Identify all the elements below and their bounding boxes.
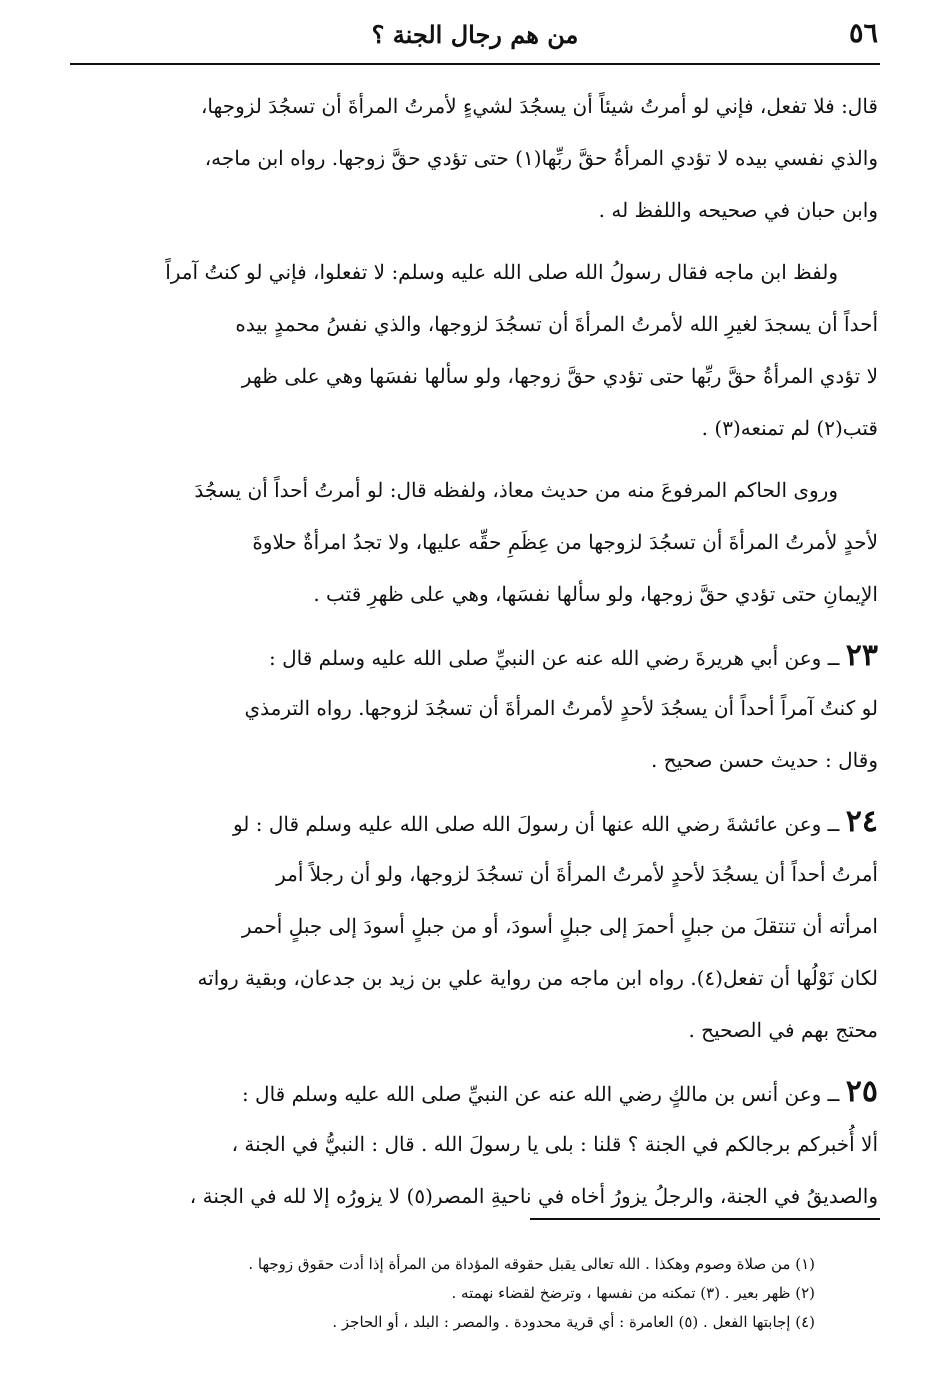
text-line: قال: فلا تفعل، فإني لو أمرتُ شيئاً أن يسجُدَ لشيءٍ لأمرتُ المرأةَ أن تسجُدَ لزوجها، bbox=[200, 94, 878, 118]
page-number: ٥٦ bbox=[848, 18, 878, 49]
text-segment: ــ وعن عائشةَ رضي الله عنها أن رسولَ الله صلى الله عليه وسلم قال : لو bbox=[232, 812, 840, 836]
text-line: امرأته أن تنتقلَ من جبلٍ أحمرَ إلى جبلٍ أسودَ، أو من جبلٍ أسودَ إلى جبلٍ أحمر bbox=[241, 914, 878, 938]
text-line: قتب(٢) لم تمنعه(٣) . bbox=[701, 416, 878, 440]
text-line bbox=[72, 630, 878, 682]
text-line bbox=[72, 1066, 878, 1118]
hadith-number: ٢٤ bbox=[845, 804, 878, 839]
text-line: لكان نَوْلُها أن تفعل(٤). رواه ابن ماجه من رواية علي بن زيد بن جدعان، وبقية رواته bbox=[197, 966, 878, 990]
paragraph-2 bbox=[72, 246, 878, 454]
text-line: أمرتُ أحداً أن يسجُدَ لأحدٍ لأمرتُ المرأةَ أن تسجُدَ لزوجها، ولو أن رجلاً أمر bbox=[276, 862, 878, 886]
text-line: ولفظ ابن ماجه فقال رسولُ الله صلى الله عليه وسلم: لا تفعلوا، فإني لو كنتُ آمراً bbox=[165, 260, 838, 284]
footnote: (٤) إجابتها الفعل . (٥) العامرة : أي قرية محدودة . والمصر : البلد ، أو الحاجز . bbox=[332, 1313, 815, 1331]
paragraph-3 bbox=[72, 464, 878, 620]
text-line: وقال : حديث حسن صحيح . bbox=[650, 748, 878, 772]
header-rule bbox=[70, 63, 880, 65]
text-line: محتج بهم في الصحيح . bbox=[688, 1018, 878, 1042]
text-line: وابن حبان في صحيحه واللفظ له . bbox=[598, 198, 878, 222]
text-line: الإيمانِ حتى تؤدي حقَّ زوجها، ولو سألها نفسَها، وهي على ظهرِ قتب . bbox=[313, 582, 878, 606]
footnote: (١) من صلاة وصوم وهكذا . الله تعالى يقبل حقوقه المؤداة من المرأة إذا أدت حقوق زوجها . bbox=[248, 1255, 815, 1273]
hadith-24 bbox=[72, 796, 878, 1056]
text-line: وروى الحاكم المرفوعَ منه من حديث معاذ، ولفظه قال: لو أمرتُ أحداً أن يسجُدَ bbox=[194, 478, 838, 502]
text-line bbox=[72, 796, 878, 848]
text-line: أحداً أن يسجدَ لغيرِ الله لأمرتُ المرأةَ أن تسجُدَ لزوجها، والذي نفسُ محمدٍ بيده bbox=[235, 312, 878, 336]
hadith-25 bbox=[72, 1066, 878, 1222]
paragraph-1 bbox=[72, 80, 878, 236]
text-line: لو كنتُ آمراً أحداً أن يسجُدَ لأحدٍ لأمرتُ المرأةَ أن تسجُدَ لزوجها. رواه الترمذي bbox=[244, 696, 878, 720]
text-segment: ــ وعن أبي هريرةَ رضي الله عنه عن النبيِّ صلى الله عليه وسلم قال : bbox=[269, 646, 840, 670]
running-title: من هم رجال الجنة ؟ bbox=[371, 20, 579, 49]
hadith-number: ٢٥ bbox=[845, 1074, 878, 1109]
text-line: والصديقُ في الجنة، والرجلُ يزورُ أخاه في ناحيةِ المصر(٥) لا يزورُه إلا لله في الجنة ، bbox=[189, 1184, 878, 1208]
text-segment: ــ وعن أنس بن مالكٍ رضي الله عنه عن النبيِّ صلى الله عليه وسلم قال : bbox=[241, 1082, 840, 1106]
text-line: لأحدٍ لأمرتُ المرأةَ أن تسجُدَ لزوجها من عِظَمِ حقِّه عليها، ولا تجدُ امرأةٌ حلاوةَ bbox=[252, 530, 878, 554]
footnote-separator bbox=[530, 1218, 880, 1220]
footnotes bbox=[72, 1250, 815, 1337]
text-line: والذي نفسي بيده لا تؤدي المرأةُ حقَّ ربِّها(١) حتى تؤدي حقَّ زوجها. رواه ابن ماجه، bbox=[204, 146, 878, 170]
main-text bbox=[72, 80, 878, 1232]
text-line: لا تؤدي المرأةُ حقَّ ربِّها حتى تؤدي حقَّ زوجها، ولو سألها نفسَها وهي على ظهر bbox=[241, 364, 878, 388]
footnote: (٢) ظهر بعير . (٣) تمكنه من نفسها ، وترضخ لقضاء نهمته . bbox=[451, 1284, 815, 1302]
hadith-23 bbox=[72, 630, 878, 786]
page-header bbox=[72, 18, 878, 58]
text-line: ألا أُخبركم برجالكم في الجنة ؟ قلنا : بلى يا رسولَ الله . قال : النبيُّ في الجنة ، bbox=[231, 1132, 878, 1156]
hadith-number: ٢٣ bbox=[845, 638, 878, 673]
